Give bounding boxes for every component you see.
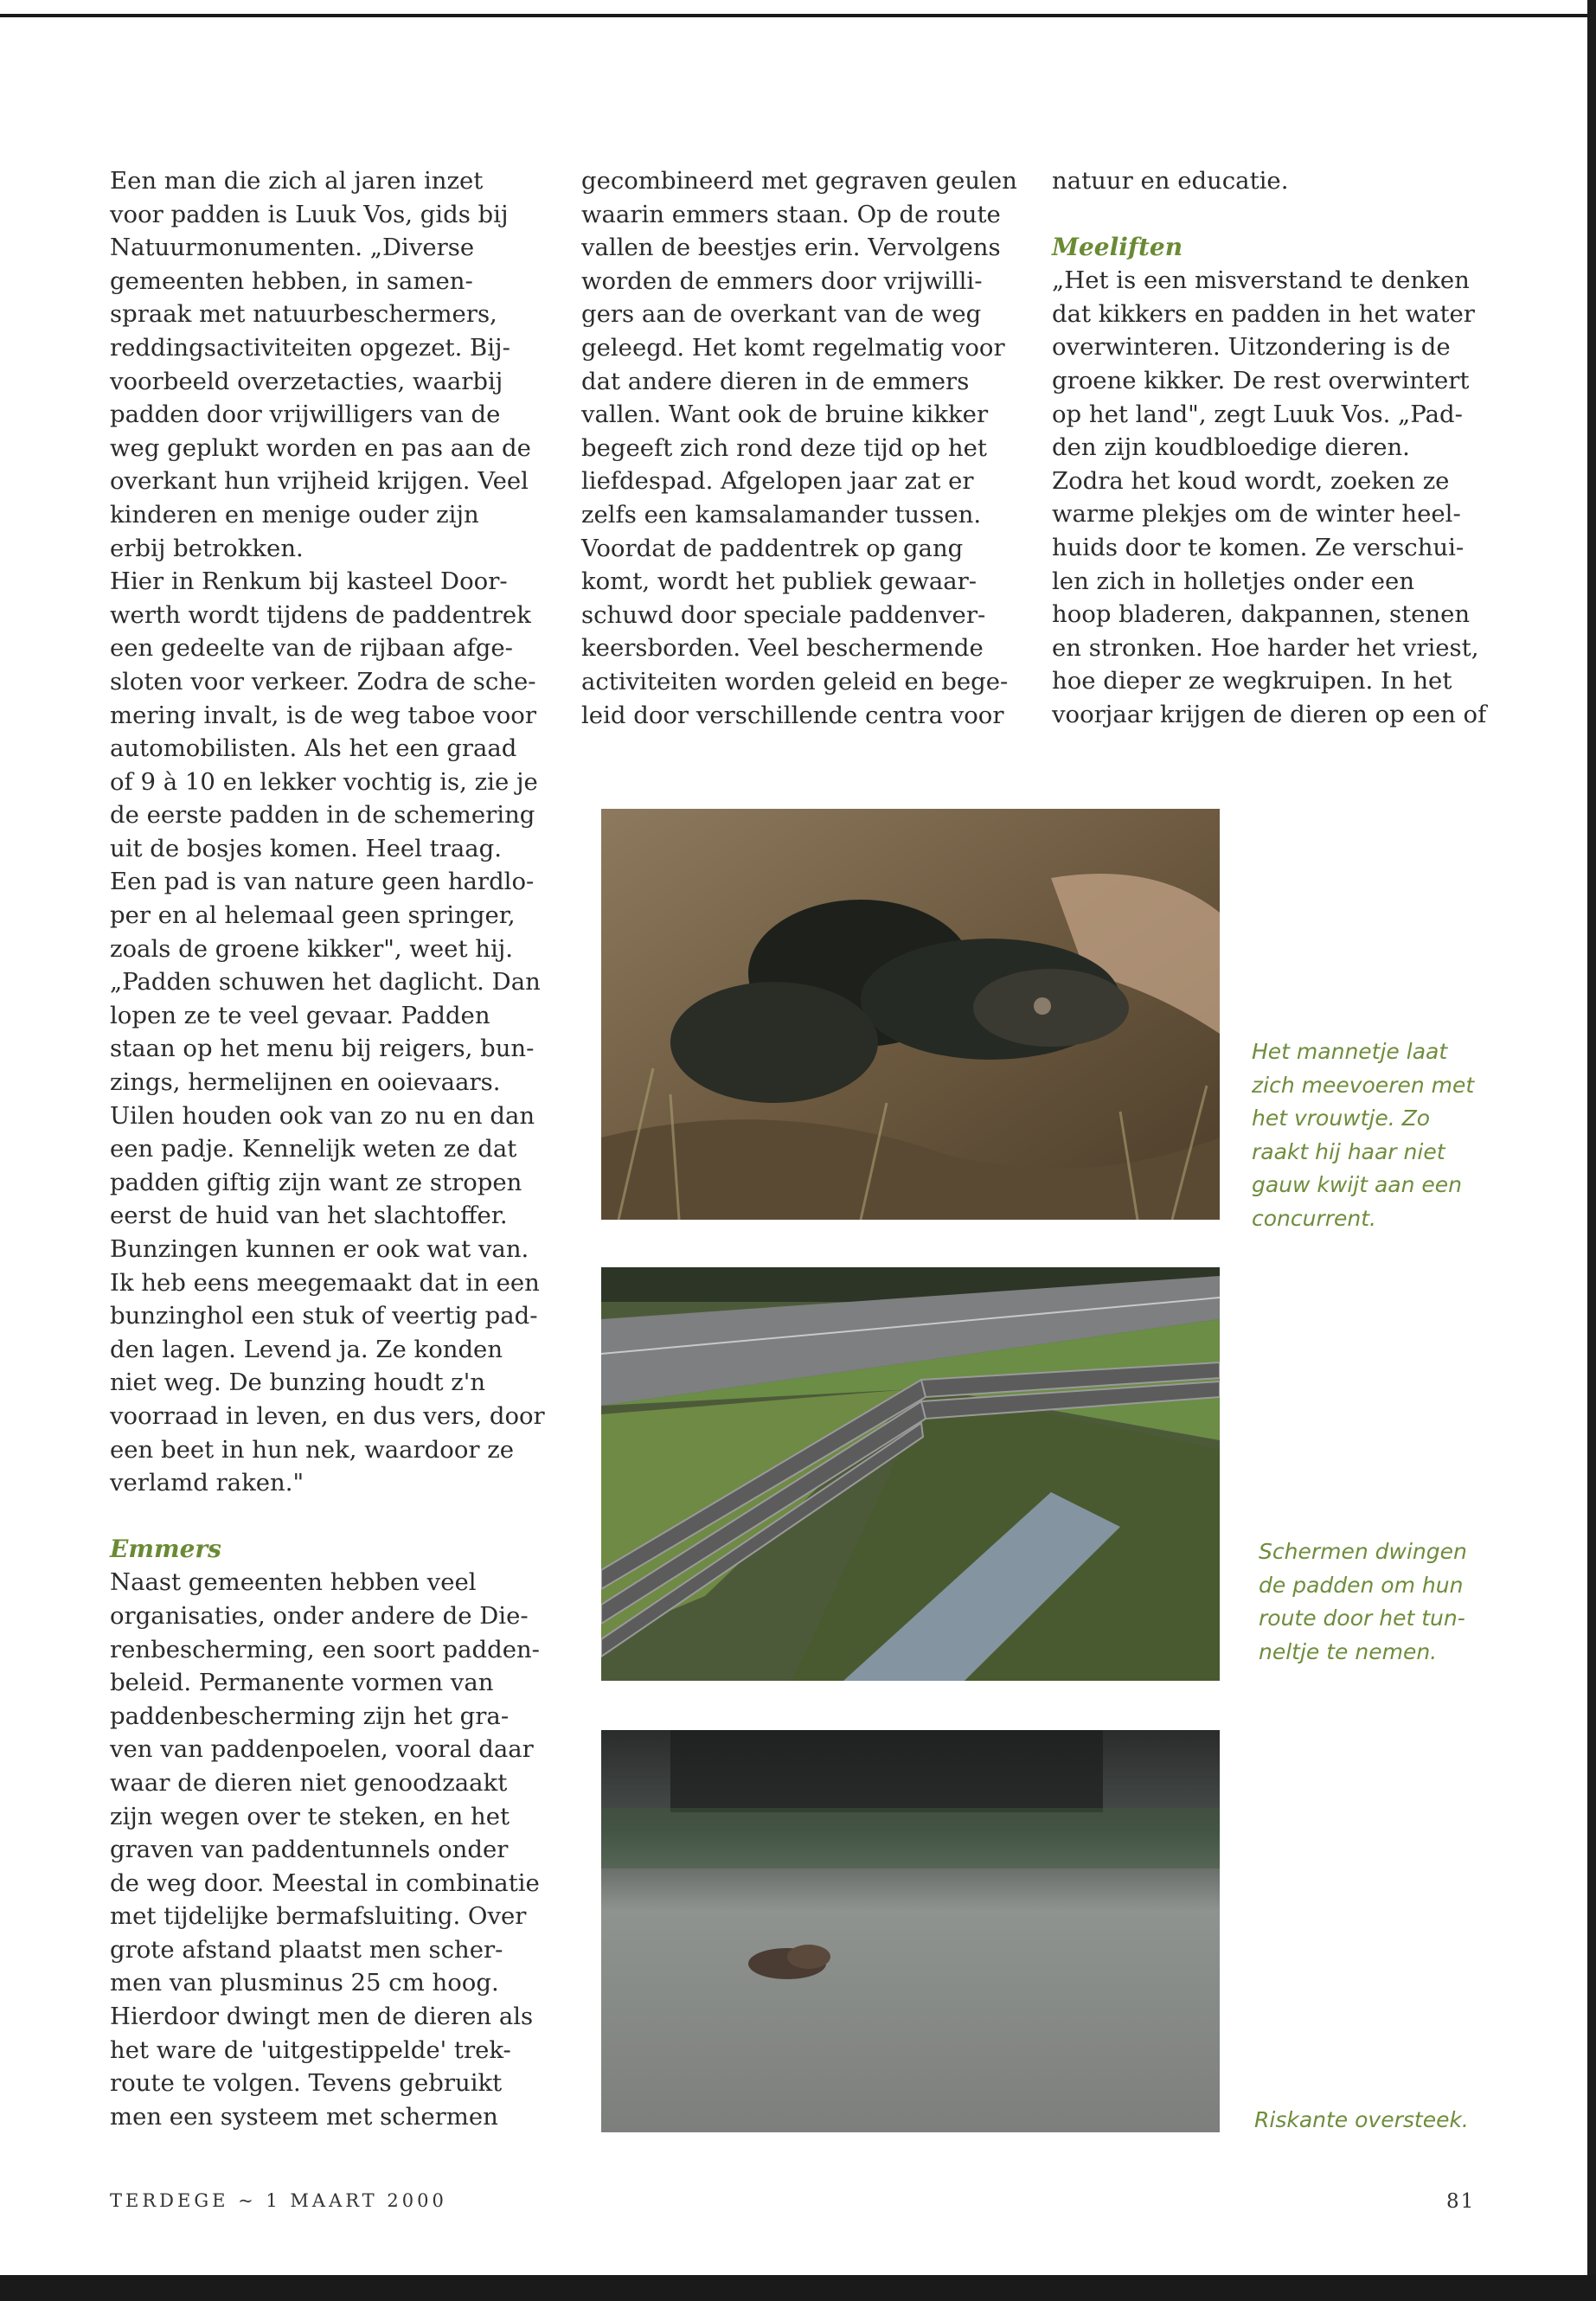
section-heading-meeliften: Meeliften <box>1052 232 1183 261</box>
top-rule <box>0 14 1596 17</box>
paragraph: gecombineerd met gegraven geulen waarin emmers staan. Op de route vallen de beestjes erin. Vervolgens worden de emmers door vrijwilli- gers aan de overkant van de weg geleegd. Het komt regelmatig voor dat andere dieren in de emmers vallen. Want ook de bruine kikker begeeft zich rond deze tijd op het liefdespad. Afgelopen jaar zat er zelfs een kamsalamander tussen. Voordat de paddentrek op gang komt, wordt het publiek gewaar- schuwd door speciale paddenver- keersborden. Veel beschermende activiteiten worden geleid en bege- leid door verschillende centra voor <box>581 167 1017 729</box>
text-column-3 <box>1052 164 1502 732</box>
photo-toad-on-road <box>601 1730 1220 2132</box>
paragraph: „Het is een misverstand te denken dat kikkers en padden in het water overwinteren. Uitzondering is de groene kikker. De rest overwintert op het land", zegt Luuk Vos. „Pad- den zijn koudbloedige dieren. Zodra het koud wordt, zoeken ze warme plekjes om de winter heel- huids door te komen. Ze verschui- len zich in holletjes onder een hoop bladeren, dakpannen, stenen en stronken. Hoe harder het vriest, hoe dieper ze wegkruipen. In het voorjaar krijgen de dieren op een of <box>1052 266 1487 728</box>
photo-mating-toads <box>601 809 1220 1220</box>
text-column-1 <box>110 164 551 2133</box>
photo-road-fences <box>601 1267 1220 1681</box>
paragraph: natuur en educatie. <box>1052 167 1289 195</box>
paragraph: Naast gemeenten hebben veel organisaties, onder andere de Die- renbescherming, een soort padden- beleid. Permanente vormen van paddenbescherming zijn het gra- ven van paddenpoelen, vooral daar waar de dieren niet genoodzaakt zijn wegen over te steken, en het graven van paddentunnels onder de weg door. Meestal in combinatie met tijdelijke bermafsluiting. Over grote afstand plaatst men scher- men van plusminus 25 cm hoog. Hierdoor dwingt men de dieren als het ware de 'uitgestippelde' trek- route te volgen. Tevens gebruikt men een systeem met schermen <box>110 1568 540 2131</box>
scan-bottom-edge <box>0 2275 1596 2301</box>
caption-photo-1: Het mannetje laat zich meevoeren met het vrouwtje. Zo raakt hij haar niet gauw kwijt aan een concurrent. <box>1252 1039 1475 1231</box>
footer-publication: TERDEGE ~ 1 MAART 2000 <box>110 2190 447 2211</box>
scan-edge <box>1587 0 1596 2301</box>
page-number: 81 <box>1446 2190 1476 2213</box>
caption-photo-3: Riskante oversteek. <box>1254 2107 1469 2132</box>
caption-photo-2: Schermen dwingen de padden om hun route door het tun- neltje te nemen. <box>1259 1539 1467 1664</box>
paragraph: Een man die zich al jaren inzet voor padden is Luuk Vos, gids bij Natuurmonumenten. „Diverse gemeenten hebben, in samen- spraak met natuurbeschermers, reddingsactiviteiten opgezet. Bij- voorbeeld overzetacties, waarbij padden door vrijwilligers van de weg geplukt worden en pas aan de overkant hun vrijheid krijgen. Veel kinderen en menige ouder zijn erbij betrokken. Hier in Renkum bij kasteel Door- werth wordt tijdens de paddentrek een gedeelte van de rijbaan afge- sloten voor verkeer. Zodra de sche- mering invalt, is de weg taboe voor automobilisten. Als het een graad of 9 à 10 en lekker vochtig is, zie je de eerste padden in de schemering uit de bosjes komen. Heel traag. Een pad is van nature geen hardlo- per en al helemaal geen springer, zoals de groene kikker", weet hij. „Padden schuwen het daglicht. Dan lopen ze te veel gevaar. Padden staan op het menu bij reigers, bun- zings, hermelijnen en ooievaars. Uilen houden ook van zo nu en dan een padje. Kennelijk weten ze dat padden giftig zijn want ze stropen eerst de huid van het slachtoffer. Bunzingen kunnen er ook wat van. Ik heb eens meegemaakt dat in een bunzinghol een stuk of veertig pad- den lagen. Levend ja. Ze konden niet weg. De bunzing houdt z'n voorraad in leven, en dus vers, door een beet in hun nek, waardoor ze verlamd raken." <box>110 167 545 1497</box>
text-column-2 <box>581 164 1031 732</box>
section-heading-emmers: Emmers <box>110 1534 221 1563</box>
